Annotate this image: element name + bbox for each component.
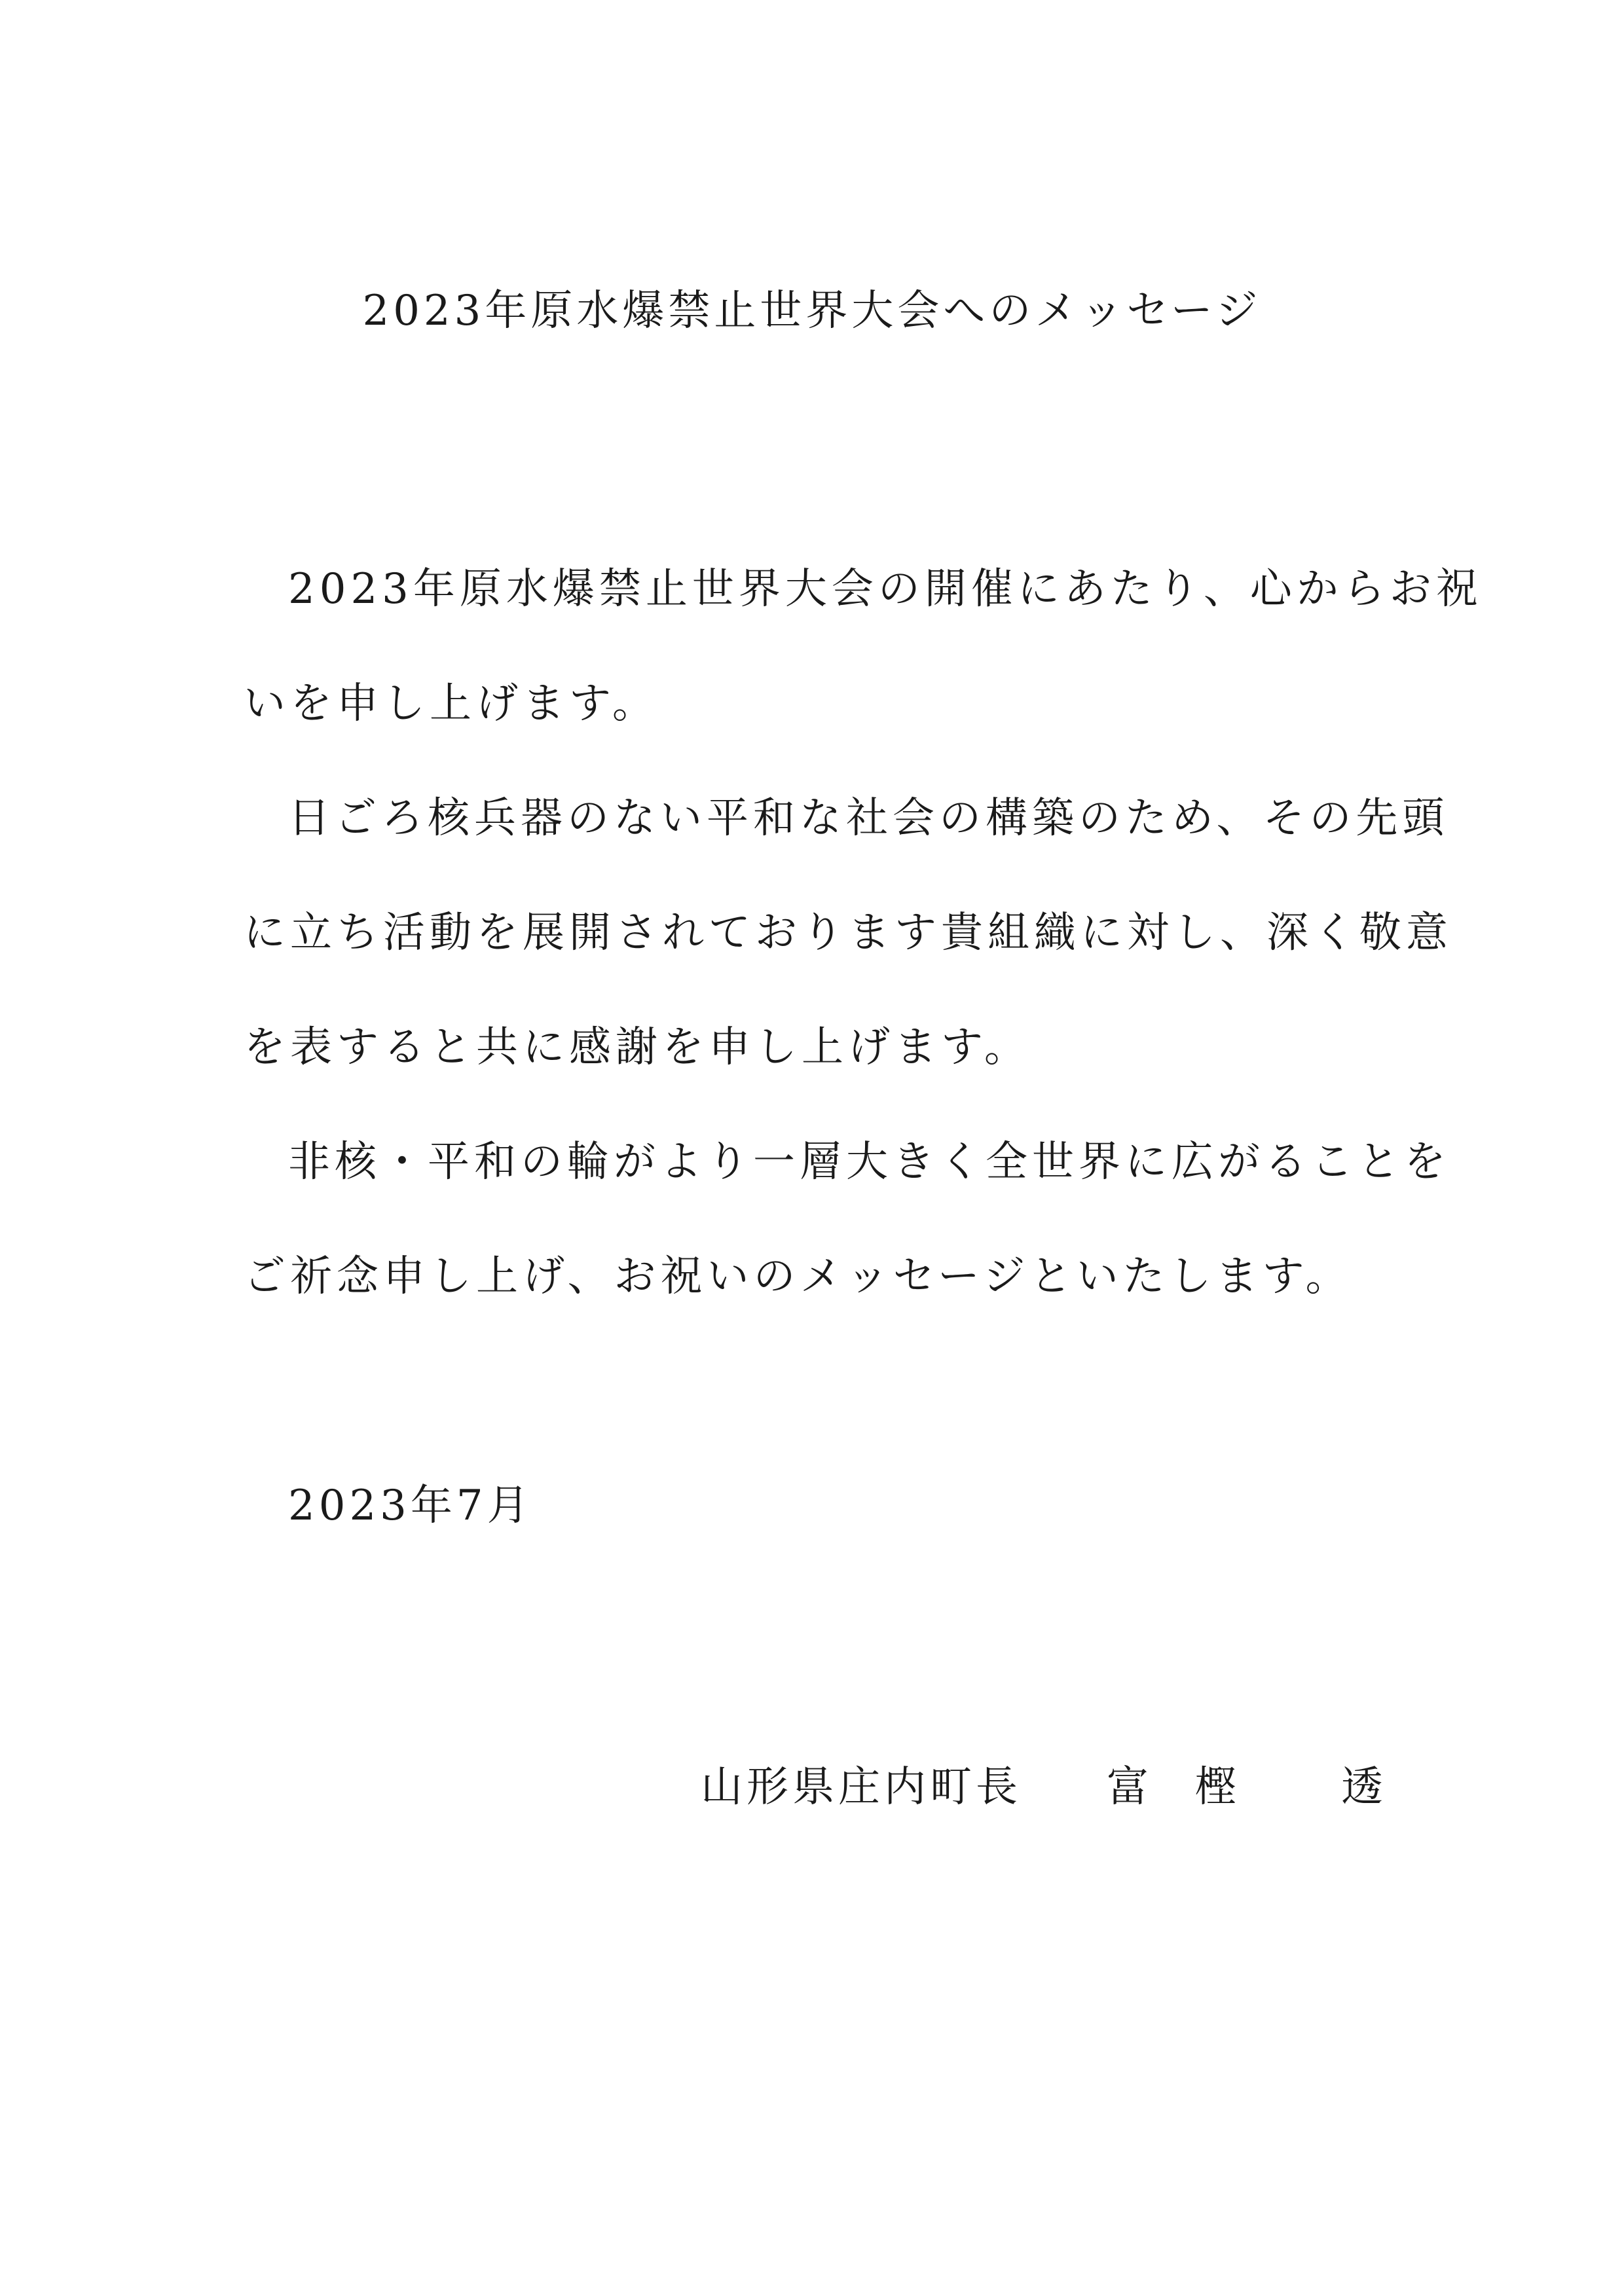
paragraph-3-line-2: ご祈念申し上げ、お祝いのメッセージといたします。 (244, 1252, 1352, 1301)
signature-name-part-3: 透 (1341, 1763, 1383, 1812)
signature-name-part-1: 富 (1107, 1763, 1149, 1812)
document-title: 2023年原水爆禁止世界大会へのメッセージ (362, 287, 1262, 335)
signature-block (701, 1758, 1383, 1817)
paragraph-2-line-2: に立ち活動を展開されております貴組織に対し、深く敬意 (244, 909, 1452, 957)
paragraph-1-line-1: 2023年原水爆禁止世界大会の開催にあたり、心からお祝 (288, 565, 1483, 613)
signature-organization: 山形県庄内町長 (701, 1763, 1022, 1812)
paragraph-2-line-1: 日ごろ核兵器のない平和な社会の構築のため、その先頭 (288, 794, 1449, 843)
paragraph-3-line-1: 非核・平和の輪がより一層大きく全世界に広がることを (288, 1138, 1450, 1186)
paragraph-1-line-2: いを申し上げます。 (244, 680, 659, 728)
signature-name-part-2: 樫 (1194, 1763, 1236, 1812)
document-date: 2023年7月 (288, 1482, 533, 1530)
paragraph-2-line-3: を表すると共に感謝を申し上げます。 (244, 1023, 1031, 1072)
